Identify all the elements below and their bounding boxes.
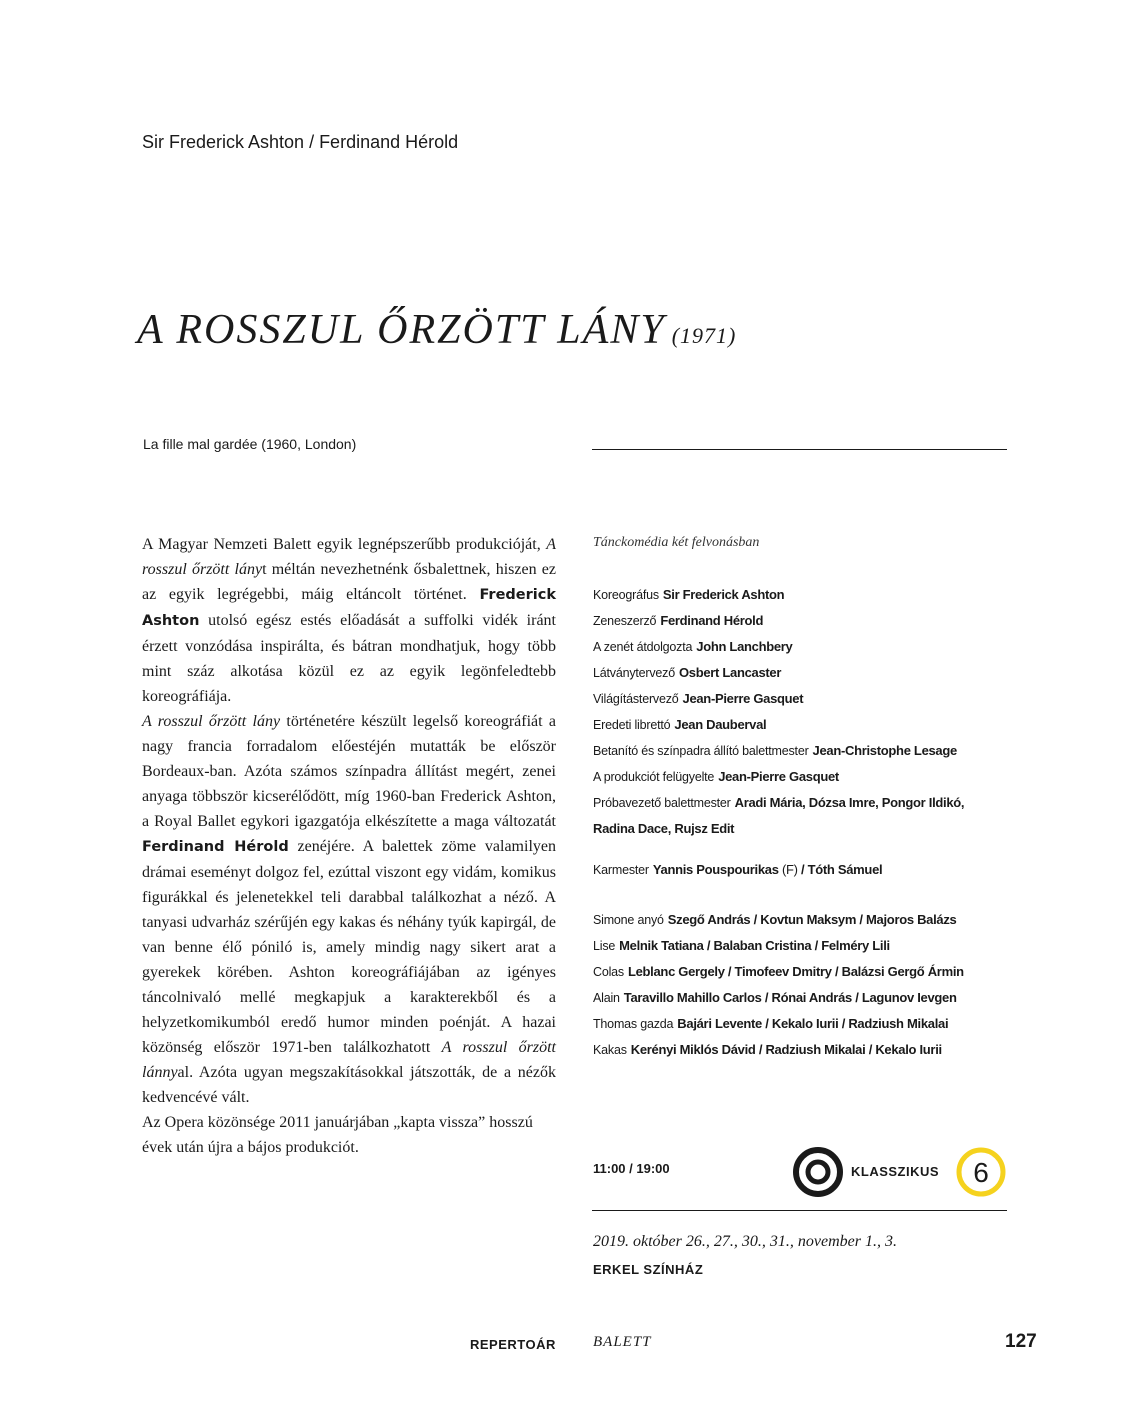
paragraph-1 [142, 532, 556, 709]
footer-section: REPERTOÁR [470, 1337, 556, 1352]
credits-list [593, 582, 1023, 841]
credit-label: A zenét átdolgozta [593, 640, 693, 654]
credit-label: Próbavezető balettmester [593, 796, 731, 810]
credit-label: Zeneszerző [593, 614, 657, 628]
role-label: Alain [593, 991, 620, 1005]
cast-value: Szegő András / Kovtun Maksym / Majoros Balázs [667, 912, 957, 927]
credit-row [593, 634, 1023, 660]
text-run: történetére készült legelső koreográfiát a nagy francia forradalom előestéjén mutatták be először Bordeaux-ban. Azóta számos színpadra állítást megért, zenei anyaga többször kicserélődött, míg 1960-ban Frederick Ashton, a Royal Ballet egykori igazgatója elkészítette a maga változatát [142, 713, 556, 830]
credit-row [593, 764, 1023, 790]
credit-value: Radina Dace, Rujsz Edit [593, 821, 735, 836]
conductor-name: Yannis Pouspourikas [652, 862, 779, 877]
credit-row [593, 738, 1023, 764]
credit-label: Látványtervező [593, 666, 675, 680]
text-run: A Magyar Nemzeti Balett egyik legnépszerűbb produkcióját, [142, 536, 547, 553]
credit-row [593, 582, 1023, 608]
target-icon [792, 1146, 844, 1198]
text-run: zenéjére. A balettek zöme valamilyen drámai eseményt dolgoz fel, ezúttal viszont egy vidám, komikus figurákkal és jelenetekkel teli darabbal találkozhat a néző. A tanyasi udvarház szérűjén egy kakas és néhány tyúk kapirgál, de van benne élő póniló is, amely mindig nagy sikert arat a gyerekek körében. Ashton koreográfiájában az igényes táncolnivaló mellé megkapjuk a karakterekből és a helyzetkomikumból eredő humor minden poénját. A hazai közönség először 1971-ben találkozhatott [142, 838, 556, 1056]
venue: ERKEL SZÍNHÁZ [593, 1262, 704, 1277]
cast-row [593, 1037, 1023, 1063]
credit-label: Világítástervező [593, 692, 679, 706]
cast-value: Kerényi Miklós Dávid / Radziush Mikalai / Kekalo Iurii [630, 1042, 942, 1057]
cast-list [593, 907, 1023, 1063]
title-year: (1971) [671, 323, 737, 348]
cast-value: Leblanc Gergely / Timofeev Dmitry / Balázsi Gergő Ármin [627, 964, 964, 979]
conductor-label: Karmester [593, 863, 649, 877]
text-run: t méltán nevezhetnénk ősbalettnek, hiszen ez az egyik legrégebbi, máig eltáncolt történet. [142, 561, 556, 603]
cast-row [593, 959, 1023, 985]
cast-row [593, 985, 1023, 1011]
series-badge [792, 1146, 1012, 1198]
cast-value: Taravillo Mahillo Carlos / Rónai András / Lagunov Ievgen [623, 990, 957, 1005]
cast-row [593, 907, 1023, 933]
credit-label: A produkciót felügyelte [593, 770, 715, 784]
role-label: Colas [593, 965, 624, 979]
series-number-badge [955, 1146, 1007, 1198]
text-run: al. Azóta ugyan megszakításokkal játszották, de a nézők kedvencévé vált. [142, 1064, 556, 1106]
authors-line: Sir Frederick Ashton / Ferdinand Hérold [142, 132, 459, 152]
credit-value: Ferdinand Hérold [660, 613, 764, 628]
page-number: 127 [1005, 1331, 1037, 1352]
credit-value: Aradi Mária, Dózsa Imre, Pongor Ildikó, [734, 795, 965, 810]
series-number: 6 [973, 1157, 989, 1188]
cast-row [593, 1011, 1023, 1037]
credit-value: John Lanchbery [696, 639, 793, 654]
credit-label: Koreográfus [593, 588, 659, 602]
conductor-note: (F) [778, 862, 798, 877]
performance-dates: 2019. október 26., 27., 30., 31., november 1., 3. [593, 1233, 897, 1250]
bold-name: Frederick Ashton [142, 587, 556, 629]
credit-label: Betanító és színpadra állító balettmester [593, 744, 809, 758]
series-label: KLASSZIKUS [851, 1164, 940, 1179]
genre-line: Tánckomédia két felvonásban [593, 535, 760, 550]
role-label: Kakas [593, 1043, 627, 1057]
conductor-line [593, 857, 1023, 883]
paragraph-3: Az Opera közönsége 2011 januárjában „kapta vissza” hosszú évek után újra a bájos produkciót. [142, 1114, 533, 1156]
credit-row-continued [593, 816, 1023, 841]
bold-name: Ferdinand Hérold [142, 839, 289, 855]
footer-subsection: BALETT [593, 1334, 652, 1350]
paragraph-2 [142, 709, 556, 1110]
title-text: A ROSSZUL ŐRZÖTT LÁNY [137, 307, 666, 353]
role-label: Simone anyó [593, 913, 664, 927]
performance-times: 11:00 / 19:00 [593, 1161, 670, 1176]
credit-value: Jean-Pierre Gasquet [682, 691, 804, 706]
original-title: La fille mal gardée (1960, London) [143, 436, 357, 452]
role-label: Lise [593, 939, 616, 953]
credit-row [593, 857, 1023, 883]
credit-value: Osbert Lancaster [678, 665, 782, 680]
cast-row [593, 933, 1023, 959]
conductor-name-alt: / Tóth Sámuel [797, 862, 883, 877]
role-label: Thomas gazda [593, 1017, 674, 1031]
credit-value: Jean-Christophe Lesage [812, 743, 957, 758]
cast-value: Bajári Levente / Kekalo Iurii / Radziush Mikalai [677, 1016, 949, 1031]
credit-row [593, 608, 1023, 634]
credit-label: Eredeti librettó [593, 718, 671, 732]
credit-value: Sir Frederick Ashton [662, 587, 785, 602]
page-title [137, 306, 736, 354]
italic-title: A rosszul őrzött lány [142, 713, 281, 730]
credit-value: Jean Dauberval [674, 717, 767, 732]
credit-value: Jean-Pierre Gasquet [718, 769, 839, 784]
body-text [142, 532, 556, 1160]
credit-row [593, 686, 1023, 712]
bottom-divider [592, 1210, 1007, 1211]
cast-value: Melnik Tatiana / Balaban Cristina / Felméry Lili [619, 938, 890, 953]
top-divider [592, 449, 1007, 450]
italic-title: A rosszul őrzött lány [142, 536, 556, 578]
text-run: utolsó egész estés előadását a suffolki vidék iránt érzett vonzódása inspirálta, és bátran mondhatjuk, hogy több mint száz alkotása közül ez az egyik legönfeledtebb koreográfiája. [142, 612, 556, 705]
credit-row [593, 790, 1023, 816]
credit-row [593, 660, 1023, 686]
credit-row [593, 712, 1023, 738]
conductor-value [653, 862, 882, 877]
italic-title: A rosszul őrzött lánny [142, 1039, 556, 1081]
